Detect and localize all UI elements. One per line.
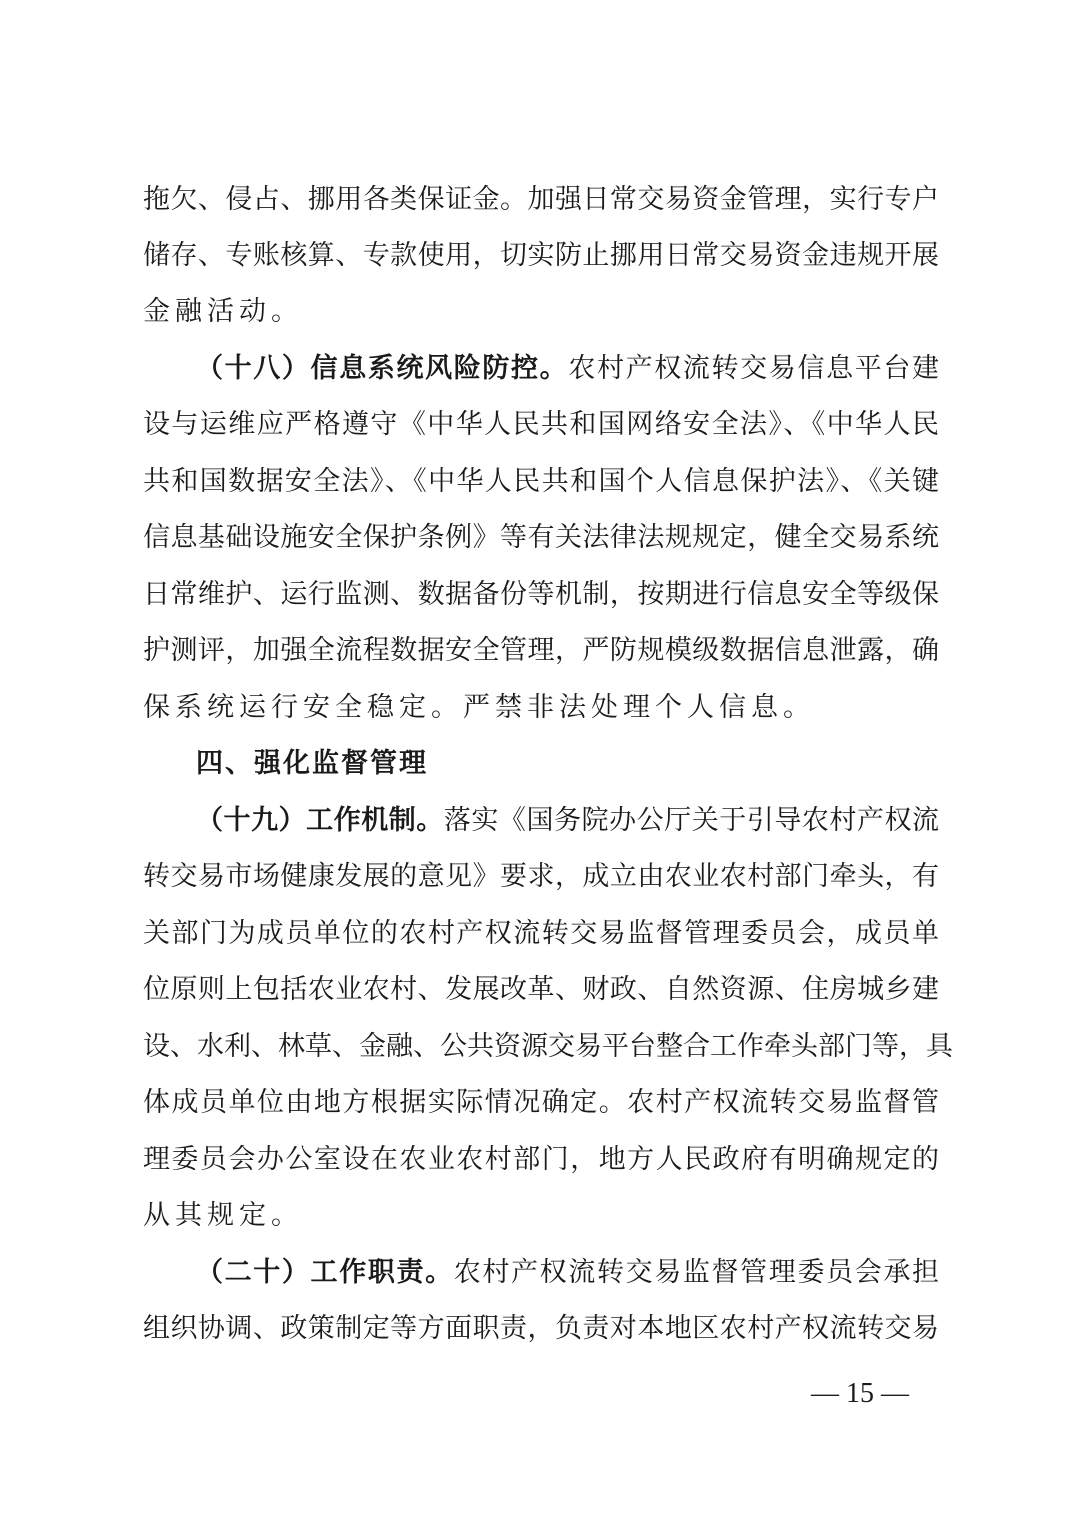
paragraph-line: 理委员会办公室设在农业农村部门，地方人民政府有明确规定的: [143, 1144, 939, 1175]
paragraph-first-line: [196, 349, 939, 389]
paragraph-line: 护测评，加强全流程数据安全管理，严防规模级数据信息泄露，确: [143, 635, 939, 666]
paragraph-first-line: [196, 1253, 939, 1293]
paragraph-line: 共和国数据安全法》、《中华人民共和国个人信息保护法》、《关键: [143, 466, 939, 497]
section-heading: 四、强化监督管理: [196, 748, 428, 779]
paragraph-title: （十八）信息系统风险防控。: [196, 353, 569, 384]
paragraph-line: 储存、专账核算、专款使用，切实防止挪用日常交易资金违规开展: [143, 240, 939, 271]
paragraph-title: （十九）工作机制。: [196, 805, 444, 836]
paragraph-line: 设、水利、林草、金融、公共资源交易平台整合工作牵头部门等，具: [143, 1031, 953, 1062]
paragraph-line: 金融活动。: [143, 296, 303, 327]
paragraph-text: 落实《国务院办公厅关于引导农村产权流: [443, 805, 940, 836]
paragraph-first-line: [196, 801, 939, 841]
paragraph-line: 信息基础设施安全保护条例》等有关法律法规规定，健全交易系统: [143, 522, 939, 553]
paragraph-line: 关部门为成员单位的农村产权流转交易监督管理委员会，成员单: [143, 918, 939, 949]
paragraph-line: 组织协调、政策制定等方面职责，负责对本地区农村产权流转交易: [143, 1313, 939, 1344]
paragraph-line: 位原则上包括农业农村、发展改革、财政、自然资源、住房城乡建: [143, 974, 939, 1005]
page-number: — 15 —: [811, 1378, 909, 1409]
paragraph-line: 转交易市场健康发展的意见》要求，成立由农业农村部门牵头，有: [143, 861, 939, 892]
paragraph-line: 体成员单位由地方根据实际情况确定。农村产权流转交易监督管: [143, 1087, 939, 1118]
paragraph-line: 日常维护、运行监测、数据备份等机制，按期进行信息安全等级保: [143, 579, 939, 610]
paragraph-text: 农村产权流转交易监督管理委员会承担: [453, 1257, 940, 1288]
paragraph-title: （二十）工作职责。: [196, 1257, 454, 1288]
paragraph-line: 设与运维应严格遵守《中华人民共和国网络安全法》、《中华人民: [143, 409, 939, 440]
paragraph-line: 保系统运行安全稳定。严禁非法处理个人信息。: [143, 692, 815, 723]
paragraph-text: 农村产权流转交易信息平台建: [568, 353, 940, 384]
paragraph-line: 从其规定。: [143, 1200, 303, 1231]
paragraph-line: 拖欠、侵占、挪用各类保证金。加强日常交易资金管理，实行专户: [143, 184, 939, 215]
